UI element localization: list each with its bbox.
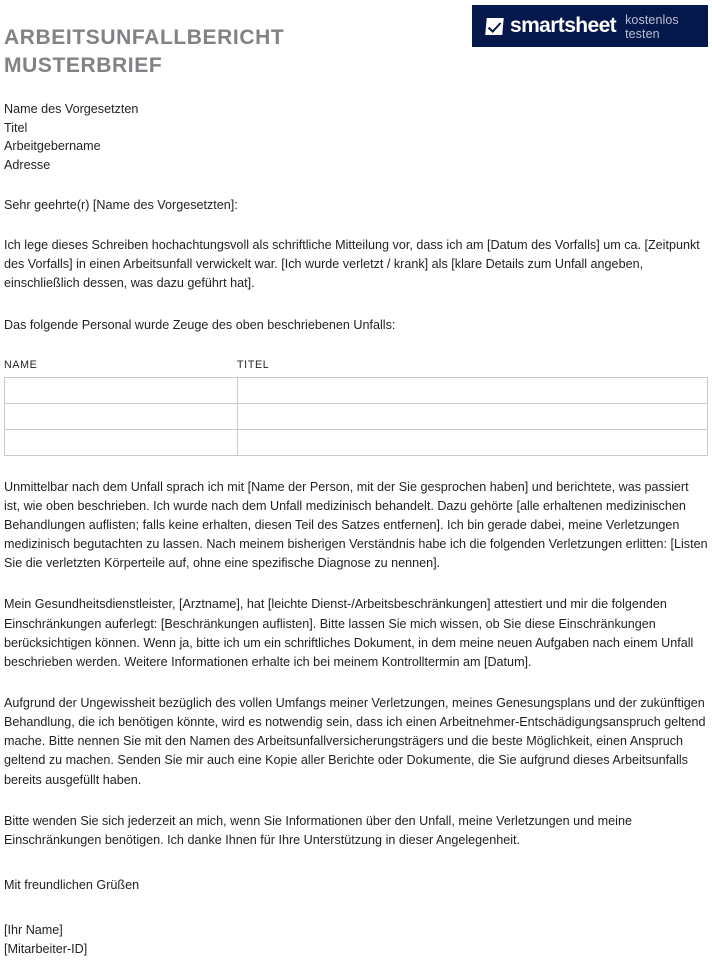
document-header [0, 0, 712, 100]
paragraph-post-accident-report: Unmittelbar nach dem Unfall sprach ich mit [Name der Person, mit der Sie gesprochen haben] und berichtete, was passiert ist, wie oben beschrieben. Ich wurde nach dem Unfall medizinisch behandelt. Dazu gehörte [alle erhaltenen medizinischen Behandlungen auflisten; falls keine erhalten, diesen Teil des Satzes entfernen]. Ich bin gerade dabei, meine Verletzungen medizinisch begutachten zu lassen. Nach meinem bisherigen Verständnis habe ich die folgenden Verletzungen erlitten: [Listen Sie die verletzten Körperteile auf, ohne eine spezifische Diagnose zu nennen]. [4, 479, 708, 571]
letter-body [0, 100, 712, 958]
paragraph-incident-notice: Ich lege dieses Schreiben hochachtungsvoll als schriftliche Mitteilung vor, dass ich am [Datum des Vorfalls] um ca. [Zeitpunkt des Vorfalls] in einen Arbeitsunfall verwickelt war. [Ich wurde verletzt / krank] als [klare Details zum Unfall angeben, einschließlich dessen, was dazu geführt hat]. [4, 238, 700, 291]
smartsheet-wordmark: smartsheet [510, 13, 617, 37]
page-title-line1: ARBEITSUNFALLBERICHT [4, 26, 285, 49]
paragraph-medical-restrictions: Mein Gesundheitsdienstleister, [Arztname], hat [leichte Dienst-/Arbeitsbeschränkungen] attestiert und mir die folgenden Einschränkungen auferlegt: [Beschränkungen auflisten]. Bitte lassen Sie mich wissen, ob Sie diese Einschränkungen berücksichtigen können. Wenn ja, bitte ich um ein schriftliches Dokument, in dem meine neuen Aufgaben nach einem Unfall beschrieben werden. Weitere Informationen erhalte ich bei meinem Kontrolltermin am [Datum]. [4, 597, 694, 669]
cell-titel[interactable] [238, 377, 708, 403]
checked-checkbox-icon [485, 18, 503, 35]
recipient-address: Adresse [4, 157, 51, 172]
cell-name[interactable] [5, 403, 238, 429]
cell-titel[interactable] [238, 429, 708, 455]
table-row [5, 429, 708, 455]
cell-name[interactable] [5, 377, 238, 403]
signature-name: [Ihr Name] [4, 923, 63, 938]
witness-table-header [4, 359, 708, 371]
recipient-title: Titel [4, 120, 28, 135]
column-header-name: NAME [4, 358, 38, 371]
paragraph-compensation-claim: Aufgrund der Ungewissheit bezüglich des vollen Umfangs meiner Verletzungen, meines Genesungsplans und der zukünftigen Behandlung, die ich benötigen könnte, wird es notwendig sein, dass ich einen Arbeitnehmer-Entschädigungsanspruch geltend mache. Bitte nennen Sie mit den Namen des Arbeitsunfallversicherungsträgers und die beste Möglichkeit, einen Anspruch geltend zu machen. Senden Sie mir auch eine Kopie aller Berichte oder Dokumente, die Sie aufgrund dieses Arbeitsunfalls bereits ausgefüllt haben. [4, 695, 706, 787]
free-trial-label: kostenlos testen [625, 13, 679, 41]
paragraph-contact-closing: Bitte wenden Sie sich jederzeit an mich, wenn Sie Informationen über den Unfall, meine Verletzungen und meine Einschränkungen benötigen. Ich danke Ihnen für Ihre Unterstützung in dieser Angelegenheit. [4, 813, 632, 847]
cell-name[interactable] [5, 429, 238, 455]
page-title-line2: MUSTERBRIEF [4, 53, 163, 77]
recipient-employer: Arbeitgebername [4, 139, 101, 154]
witness-section-intro: Das folgende Personal wurde Zeuge des oben beschriebenen Unfalls: [4, 317, 396, 332]
signature-block [4, 921, 708, 958]
cell-titel[interactable] [238, 403, 708, 429]
page-title [4, 24, 424, 79]
smartsheet-logo-banner[interactable] [472, 5, 708, 47]
signature-employee-id: [Mitarbeiter-ID] [4, 941, 88, 956]
salutation: Sehr geehrte(r) [Name des Vorgesetzten]: [4, 197, 238, 212]
recipient-address-block [4, 100, 708, 175]
table-row [5, 403, 708, 429]
column-header-titel: TITEL [237, 358, 270, 371]
closing-greeting: Mit freundlichen Grüßen [4, 877, 140, 892]
table-row [5, 377, 708, 403]
recipient-name: Name des Vorgesetzten [4, 102, 139, 116]
witness-table [4, 377, 708, 456]
